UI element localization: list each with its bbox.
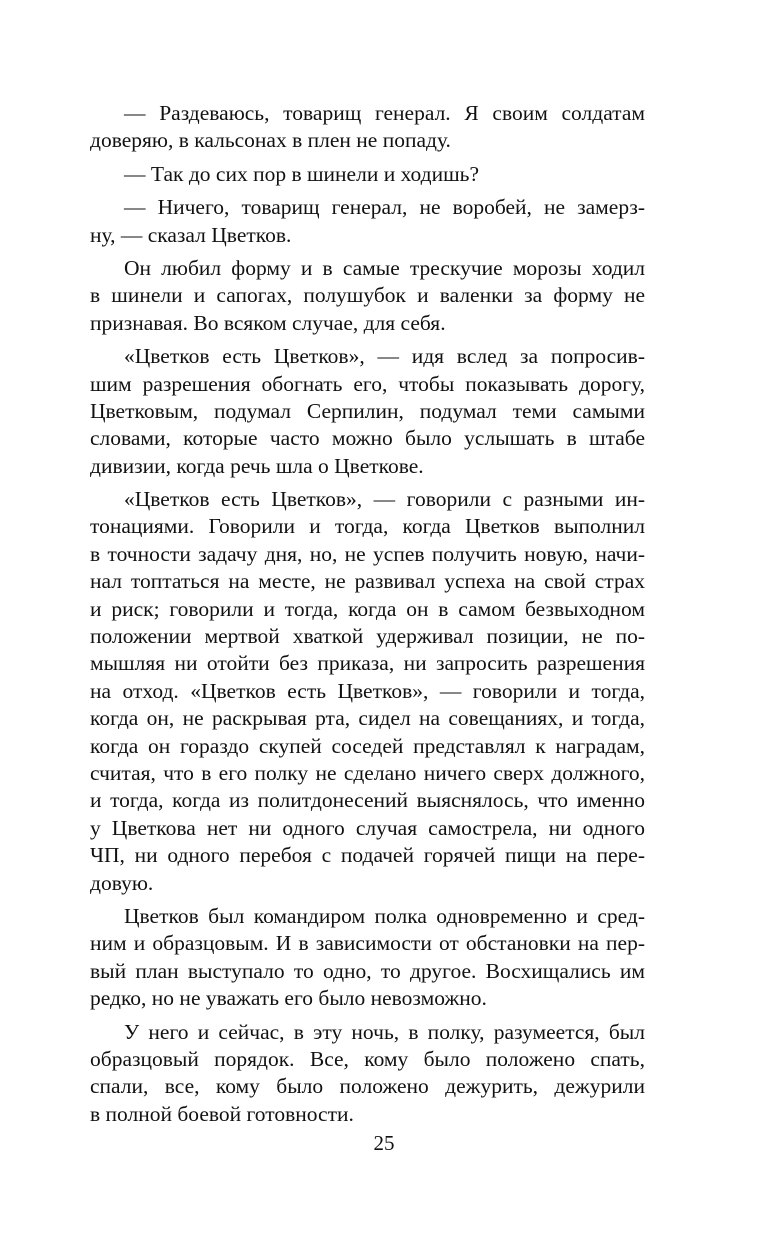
text-line: Он любил форму и в самые трескучие морозы ходил [124, 255, 645, 280]
text-line: и тогда, когда из политдонесений выяснялось, что именно [90, 788, 645, 813]
paragraph [90, 903, 645, 1013]
paragraph [90, 343, 645, 480]
text-line: в полной боевой готовности. [90, 1101, 354, 1126]
paragraph [90, 1019, 645, 1129]
text-line: и риск; говорили и тогда, когда он в самом безвыходном [90, 596, 645, 621]
text-line: нал топтаться на месте, не развивал успеха на свой страх [90, 569, 645, 594]
text-line: образцовый порядок. Все, кому было положено спать, [90, 1046, 645, 1071]
text-line: — Так до сих пор в шинели и ходишь? [124, 161, 479, 186]
text-line: вый план выступало то одно, то другое. Восхищались им [90, 958, 645, 983]
text-line: Цветков был командиром полка одновременно и сред- [124, 903, 645, 928]
paragraph [90, 486, 645, 897]
paragraph [90, 100, 645, 155]
text-line: — Раздеваюсь, товарищ генерал. Я своим солдатам [124, 101, 645, 125]
text-line: дивизии, когда речь шла о Цветкове. [90, 453, 424, 478]
text-line: признавая. Во всяком случае, для себя. [90, 310, 446, 335]
page-body [90, 100, 645, 1134]
text-line: мышляя ни отойти без приказа, ни запросить разрешения [90, 651, 645, 676]
text-line: Цветковым, подумал Серпилин, подумал теми самыми [90, 398, 645, 423]
text-line: «Цветков есть Цветков», — идя вслед за попросив- [124, 344, 645, 369]
text-line: У него и сейчас, в эту ночь, в полку, разумеется, был [124, 1019, 645, 1044]
text-line: «Цветков есть Цветков», — говорили с разными ин- [124, 487, 645, 512]
text-line: в шинели и сапогах, полушубок и валенки за форму не [90, 283, 645, 308]
text-line: тонациями. Говорили и тогда, когда Цветков выполнил [90, 514, 645, 539]
text-line: довую. [90, 870, 154, 895]
text-line: ним и образцовым. И в зависимости от обстановки на пер- [90, 931, 645, 956]
text-line: считая, что в его полку не сделано ничего сверх должного, [90, 760, 645, 785]
paragraph [90, 161, 645, 188]
text-line: когда он гораздо скупей соседей представлял к наградам, [90, 733, 645, 758]
text-line: — Ничего, товарищ генерал, не воробей, не замерз- [124, 195, 645, 220]
text-line: доверяю, в кальсонах в плен не попаду. [90, 128, 451, 153]
text-line: на отход. «Цветков есть Цветков», — говорили и тогда, [90, 678, 645, 703]
text-line: в точности задачу дня, но, не успев получить новую, начи- [90, 541, 645, 566]
page-number: 25 [373, 1131, 395, 1155]
text-line: редко, но не уважать его было невозможно. [90, 986, 487, 1011]
text-line: словами, которые часто можно было услышать в штабе [90, 426, 645, 451]
text-line: шим разрешения обогнать его, чтобы показывать дорогу, [90, 371, 645, 396]
text-line: спали, все, кому было положено дежурить, дежурили [90, 1074, 645, 1099]
text-line: ну, — сказал Цветков. [90, 222, 292, 247]
text-line: когда он, не раскрывая рта, сидел на совещаниях, и тогда, [90, 706, 645, 731]
paragraph [90, 255, 645, 337]
text-line: ЧП, ни одного перебоя с подачей горячей пищи на пере- [90, 843, 645, 868]
text-line: положении мертвой хваткой удерживал позиции, не по- [90, 624, 645, 649]
paragraph [90, 194, 645, 249]
text-line: у Цветкова нет ни одного случая самострела, ни одного [90, 815, 645, 840]
